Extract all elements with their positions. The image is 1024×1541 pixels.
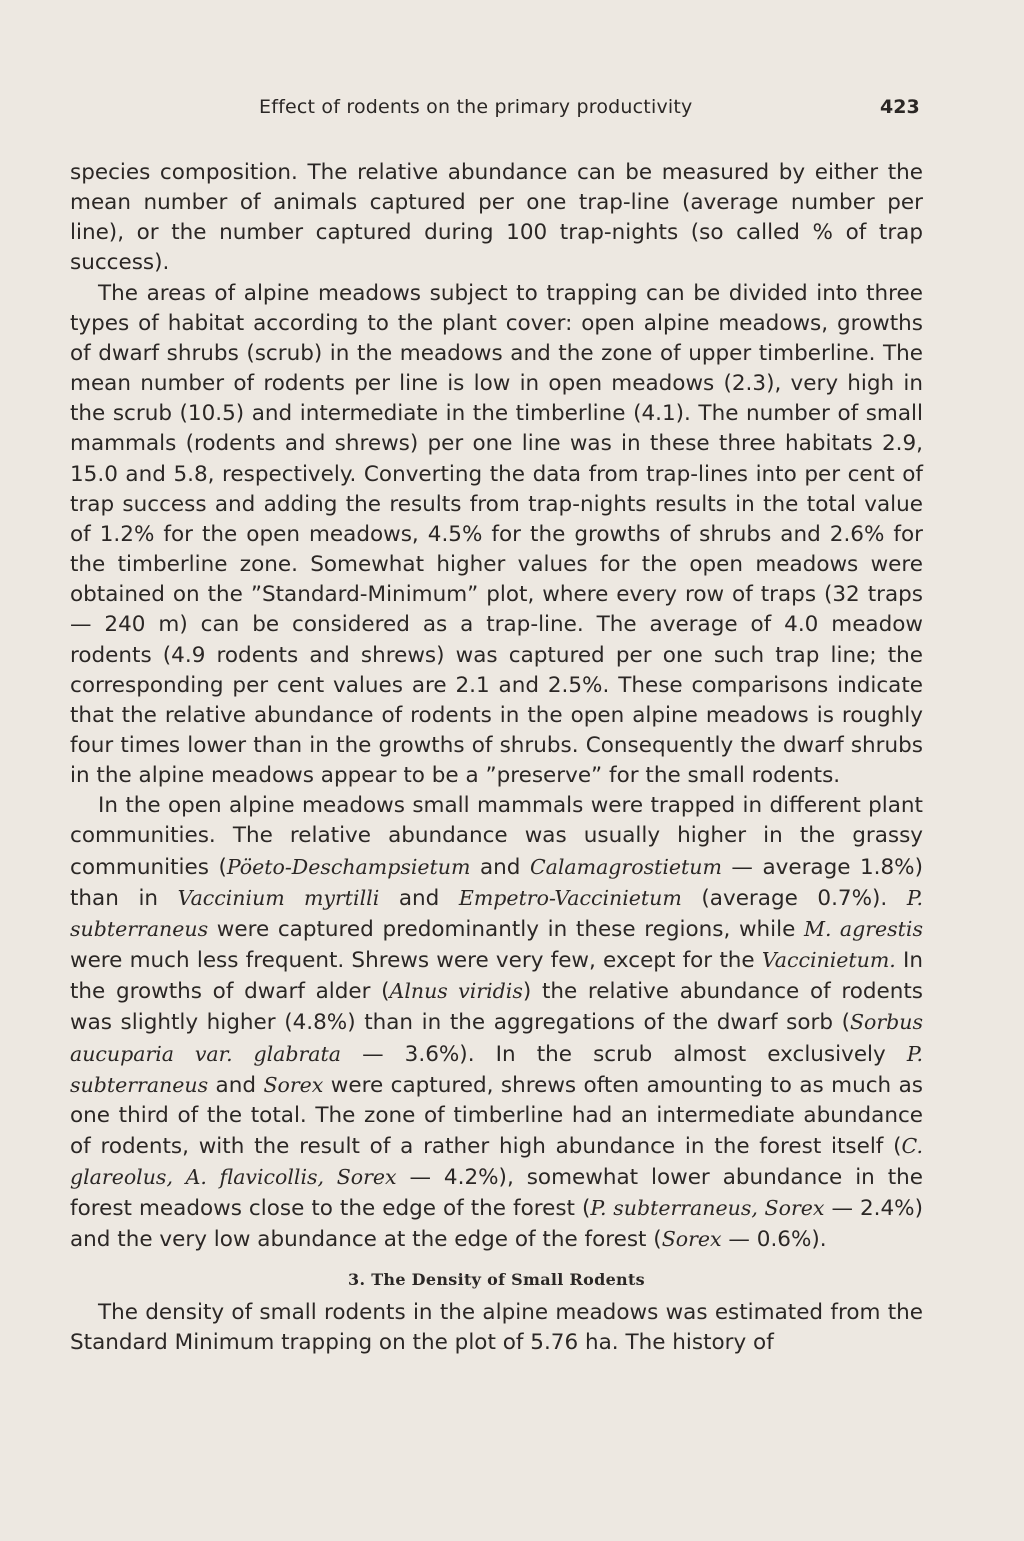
italic-term: Sorex bbox=[263, 1072, 324, 1097]
text-run: — 3.6%). In the scrub almost exclusively bbox=[340, 1041, 907, 1067]
paragraph-density bbox=[70, 1298, 923, 1358]
italic-term: P. subterraneus bbox=[70, 885, 923, 941]
paragraph-plant-communities bbox=[70, 791, 923, 1255]
text-run: species composition. The relative abundance can be measured by either the mean number of animals captured per one trap-line (average number per line), or the number captured during 100 trap-nights (so called % of trap success). bbox=[70, 160, 923, 276]
italic-term: Empetro-Vaccinietum bbox=[458, 885, 682, 910]
text-run: and bbox=[470, 854, 530, 880]
italic-term: Vaccinietum. bbox=[761, 948, 896, 973]
text-run: The areas of alpine meadows subject to trapping can be divided into three types of habitat according to the plant cover: open alpine meadows, growths of dwarf shrubs (scrub) in the meadows and the zone of upper timberline. The mean number of rodents per line is low in open meadows (2.3), very high in the scrub (10.5) and intermediate in the timberline (4.1). The number of small mammals (rodents and shrews) per one line was in these three habitats 2.9, 15.0 and 5.8, respectively. Converting the data from trap-lines into per cent of trap success and adding the results from trap-nights results in the total value of 1.2% for the open meadows, 4.5% for the growths of shrubs and 2.6% for the timberline zone. Somewhat higher values for the open meadows were obtained on the ”Standard-Minimum” plot, where every row of traps (32 traps — 240 m) can be considered as a trap-line. The average of 4.0 meadow rodents (4.9 rodents and shrews) was captured per one such trap line; the corresponding per cent values are 2.1 and 2.5%. These comparisons indicate that the relative abundance of rodents in the open alpine meadows is roughly four times lower than in the growths of shrubs. Consequently the dwarf shrubs in the alpine meadows appear to be a ”preserve” for the small rodents. bbox=[70, 280, 923, 789]
italic-term: P. subterraneus bbox=[70, 1041, 923, 1097]
text-run: The density of small rodents in the alpine meadows was estimated from the Standard Minimum trapping on the plot of 5.76 ha. The history of bbox=[70, 1299, 923, 1355]
text-run: — 0.6%). bbox=[721, 1227, 827, 1253]
text-run: ) the relative abundance of rodents was slightly higher (4.8%) than in the aggregations of the dwarf sorb ( bbox=[70, 979, 924, 1036]
text-run: In the open alpine meadows small mammals were trapped in different plant communities. The relative abundance was usually higher in the grassy communities ( bbox=[70, 793, 923, 880]
text-run: — average 1.8%) than in bbox=[70, 854, 923, 911]
italic-term: M. agrestis bbox=[804, 916, 923, 941]
italic-term: Vaccinium myrtilli bbox=[177, 885, 380, 910]
paragraph-continued bbox=[70, 158, 923, 279]
body-text bbox=[70, 158, 923, 1358]
text-run: and bbox=[379, 885, 459, 911]
text-run: (average 0.7%). bbox=[681, 885, 907, 911]
italic-term: C. glareolus, A. flavicollis, Sorex bbox=[70, 1134, 923, 1190]
italic-term: Sorex bbox=[661, 1227, 722, 1252]
text-run: — 4.2%), somewhat lower abundance in the forest meadows close to the edge of the forest ( bbox=[70, 1165, 924, 1222]
text-run: In the growths of dwarf alder ( bbox=[70, 948, 923, 1005]
text-run: were captured predominantly in these regions, while bbox=[208, 916, 805, 942]
running-header bbox=[0, 93, 1024, 121]
paragraph-habitat-types bbox=[70, 279, 923, 792]
text-run: and bbox=[208, 1072, 264, 1098]
page-number: 423 bbox=[880, 96, 920, 118]
text-run: were much less frequent. Shrews were very few, except for the bbox=[70, 948, 762, 974]
text-run: — 2.4%) and the very low abundance at the edge of the forest ( bbox=[70, 1196, 923, 1253]
italic-term: Pöeto-Deschampsietum bbox=[226, 854, 471, 879]
running-title: Effect of rodents on the primary productivity bbox=[259, 96, 693, 118]
italic-term: P. subterraneus, Sorex bbox=[590, 1196, 825, 1221]
text-run: were captured, shrews often amounting to as much as one third of the total. The zone of timberline had an intermediate abundance of rodents, with the result of a rather high abundance in the forest itself ( bbox=[70, 1072, 923, 1159]
section-heading: 3. The Density of Small Rodents bbox=[348, 1269, 645, 1289]
italic-term: Alnus viridis bbox=[389, 979, 523, 1004]
italic-term: Calamagrostietum bbox=[529, 854, 722, 879]
italic-term: Sorbus aucuparia var. glabrata bbox=[70, 1010, 923, 1066]
